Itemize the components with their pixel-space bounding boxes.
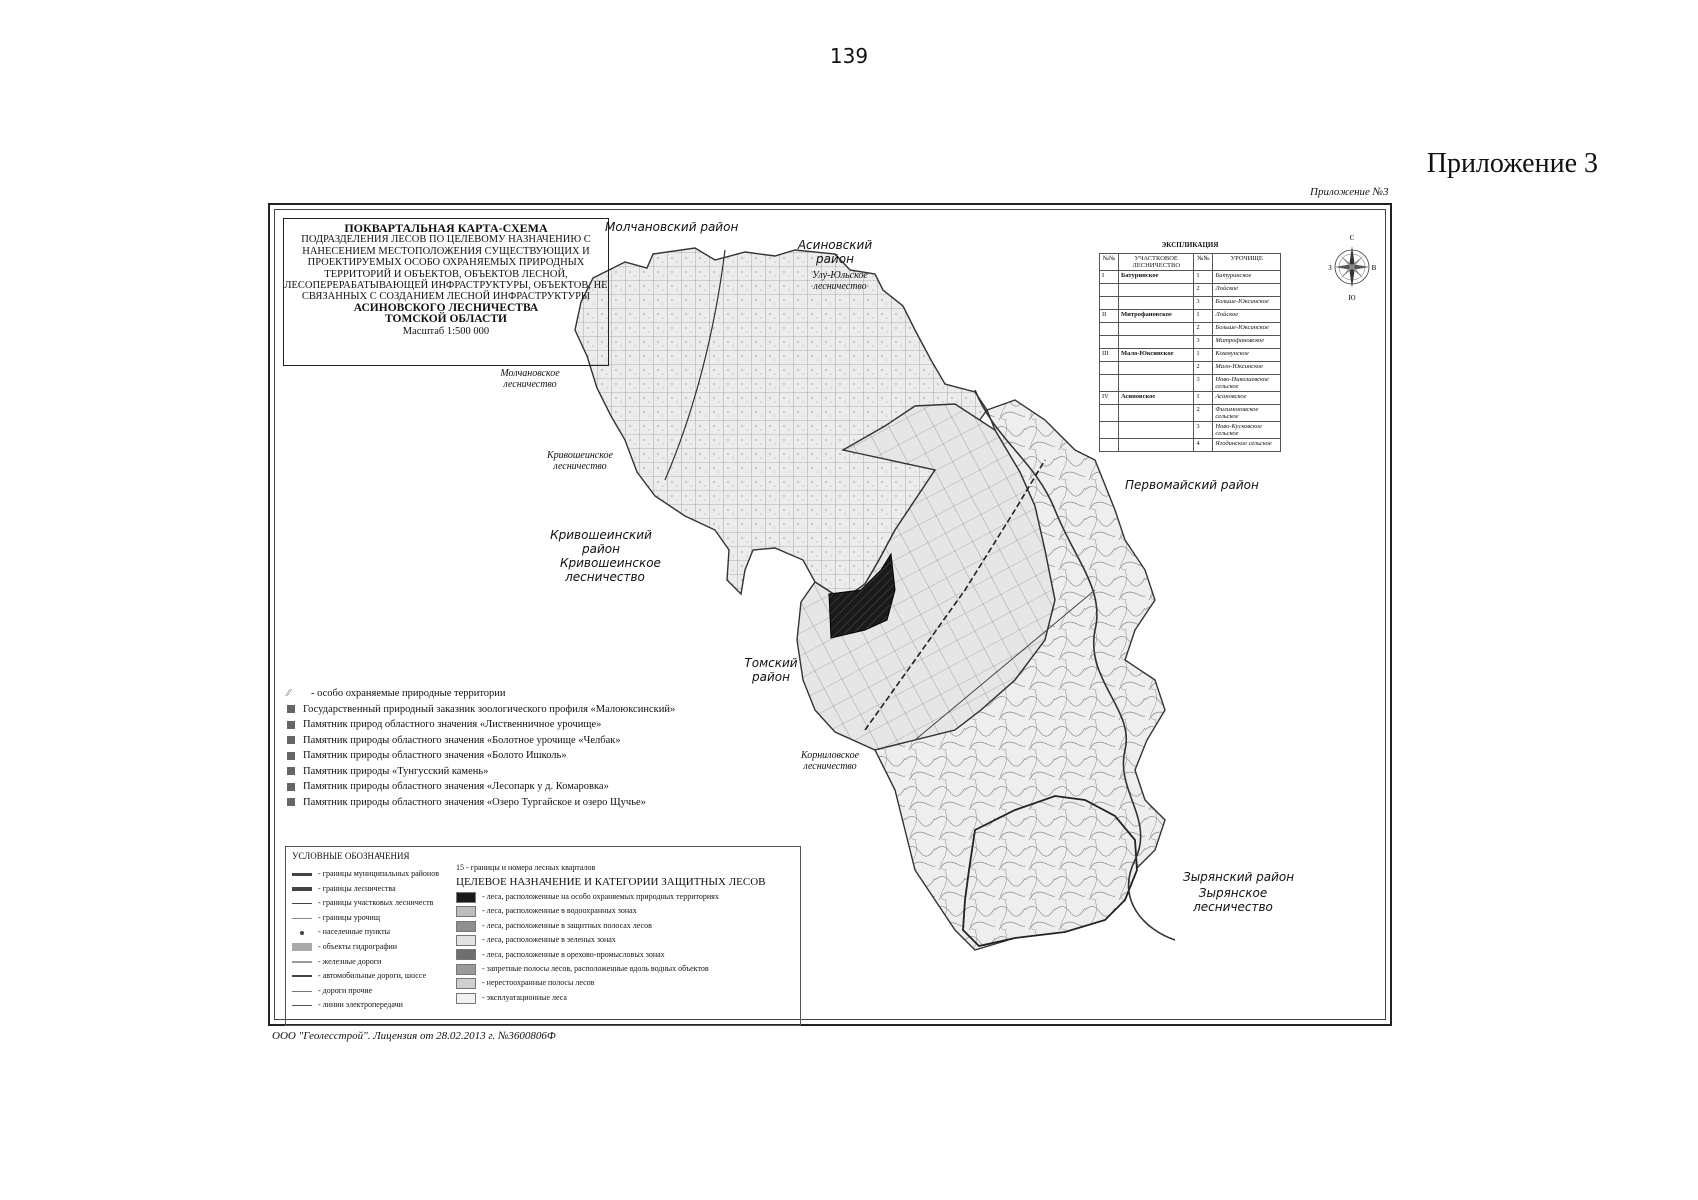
category-item: - леса, расположенные в защитных полосах лесов — [456, 919, 766, 933]
category-item: - запретные полосы лесов, расположенные вдоль водных объектов — [456, 962, 766, 976]
explication-cell — [1119, 362, 1194, 375]
oopt-legend-item: Памятник природы «Тунгусский камень» — [287, 764, 675, 780]
explication-cell: Больше-Юксинское — [1213, 297, 1281, 310]
appendix-small-label: Приложение №3 — [1310, 186, 1389, 198]
conventional-line-item: - границы муниципальных районов — [292, 867, 439, 882]
categories-title: ЦЕЛЕВОЕ НАЗНАЧЕНИЕ И КАТЕГОРИИ ЗАЩИТНЫХ ЛЕСОВ — [456, 876, 766, 888]
compass-west: З — [1328, 264, 1332, 272]
quarter-legend: 15 - границы и номера лесных кварталов — [456, 863, 596, 872]
map-frame — [268, 203, 1392, 1026]
explication-cell: 1 — [1194, 310, 1213, 323]
explication-cell: Ново-Николаевское сельское — [1213, 375, 1281, 392]
explication-row — [1100, 271, 1281, 284]
explication-cell — [1100, 297, 1119, 310]
explication-cell — [1100, 284, 1119, 297]
explication-cell: Больше-Юксинское — [1213, 323, 1281, 336]
explication-cell — [1100, 336, 1119, 349]
page-number: 139 — [829, 44, 869, 68]
explication-cell: 4 — [1194, 439, 1213, 452]
explication-cell: 1 — [1194, 271, 1213, 284]
label-pervomaisky-district: Первомайский район — [1125, 478, 1259, 492]
category-item: - эксплуатационные леса — [456, 991, 766, 1005]
conventional-line-item: - автомобильные дороги, шоссе — [292, 969, 439, 984]
explication-cell: 2 — [1194, 323, 1213, 336]
explication-cell — [1100, 405, 1119, 422]
explication-row — [1100, 392, 1281, 405]
conventional-line-item: - границы урочищ — [292, 911, 439, 926]
explication-cell: Асиновское — [1119, 392, 1194, 405]
explication-cell — [1100, 375, 1119, 392]
conventional-line-item: - населенные пункты — [292, 925, 439, 940]
explication-cell: Лойское — [1213, 310, 1281, 323]
conventional-lines — [292, 867, 439, 1013]
category-item: - леса, расположенные на особо охраняемых природных территориях — [456, 890, 766, 904]
explication-cell — [1119, 336, 1194, 349]
map-forestry-name: АСИНОВСКОГО ЛЕСНИЧЕСТВА — [353, 301, 539, 314]
explication-cell: Мало-Юксинское — [1213, 362, 1281, 375]
explication-cell: Батуринское — [1119, 271, 1194, 284]
oopt-legend — [287, 686, 675, 810]
explication-cell — [1119, 323, 1194, 336]
oopt-legend-item: Памятник природы областного значения «Болото Ишколь» — [287, 748, 675, 764]
explication-cell: Батуринское — [1213, 271, 1281, 284]
oopt-legend-item: Памятник природы областного значения «Лесопарк у д. Комаровка» — [287, 779, 675, 795]
explication-cell: 2 — [1194, 405, 1213, 422]
label-krivosheinsky-district: Кривошеинский район — [550, 528, 652, 556]
explication-cell: 1 — [1194, 349, 1213, 362]
label-krivosheinskoe-2: Кривошеинское лесничество — [560, 556, 661, 584]
explication-cell: IV — [1100, 392, 1119, 405]
category-item: - леса, расположенные в водоохранных зонах — [456, 904, 766, 918]
explication-row — [1100, 310, 1281, 323]
map-inner-border — [274, 209, 1386, 1020]
category-item: - леса, расположенные в орехово-промысловых зонах — [456, 948, 766, 962]
oopt-legend-item: Памятник природы областного значения «Озеро Тургайское и озеро Щучье» — [287, 795, 675, 811]
explication-row — [1100, 439, 1281, 452]
compass-north: С — [1349, 234, 1355, 242]
compass-east: В — [1371, 264, 1377, 272]
conventional-line-item: - дороги прочие — [292, 984, 439, 999]
explication-cell: 3 — [1194, 297, 1213, 310]
explication-cell: Мало-Юксинское — [1119, 349, 1194, 362]
explication-cell — [1119, 405, 1194, 422]
square-icon — [287, 798, 295, 806]
conventional-signs-box — [285, 846, 801, 1026]
square-icon — [287, 783, 295, 791]
explication-cell: Ново-Кусковское сельское — [1213, 422, 1281, 439]
explication-cell: Ягодинское сельское — [1213, 439, 1281, 452]
explication-cell — [1100, 323, 1119, 336]
conventional-heading: УСЛОВНЫЕ ОБОЗНАЧЕНИЯ — [292, 851, 410, 861]
square-icon — [287, 705, 295, 713]
label-uluyulskoe: Улу-Юльское лесничество — [812, 270, 868, 292]
footer-note: ООО "Геолесстрой". Лицензия от 28.02.2013 г. №3600806Ф — [272, 1030, 556, 1042]
oopt-legend-item: Памятник природы областного значения «Болотное урочище «Челбак» — [287, 733, 675, 749]
label-zyryansky-district: Зырянский район — [1183, 870, 1295, 884]
compass-south: Ю — [1348, 294, 1356, 302]
explication-row — [1100, 336, 1281, 349]
conventional-line-item: - объекты гидрографии — [292, 940, 439, 955]
categories-column — [456, 863, 766, 1005]
explication-table-box — [1099, 241, 1281, 452]
appendix-title: Приложение 3 — [1426, 148, 1598, 179]
explication-row — [1100, 284, 1281, 297]
explication-cell: 3 — [1194, 336, 1213, 349]
explication-cell: 1 — [1194, 392, 1213, 405]
explication-title: ЭКСПЛИКАЦИЯ — [1161, 241, 1219, 249]
hatch-icon: ⁄⁄ — [287, 688, 291, 699]
explication-table — [1099, 253, 1281, 452]
conventional-line-item: - железные дороги — [292, 955, 439, 970]
oopt-legend-item: Памятник природ областного значения «Лиственничное урочище» — [287, 717, 675, 733]
square-icon — [287, 752, 295, 760]
conventional-line-item: - границы участковых лесничеств — [292, 896, 439, 911]
explication-row — [1100, 375, 1281, 392]
explication-header-row: №№ УЧАСТКОВОЕ ЛЕСНИЧЕСТВО №№ УРОЧИЩЕ — [1100, 254, 1281, 271]
explication-cell: Асиновское — [1213, 392, 1281, 405]
explication-cell: Коммунское — [1213, 349, 1281, 362]
label-zyryanskoe: Зырянское лесничество — [1193, 886, 1273, 914]
map-scale: Масштаб 1:500 000 — [402, 325, 490, 337]
label-molchanovsky-district: Молчановский район — [605, 220, 739, 234]
explication-row — [1100, 297, 1281, 310]
explication-cell: 2 — [1194, 284, 1213, 297]
explication-cell: 3 — [1194, 375, 1213, 392]
explication-cell: 3 — [1194, 422, 1213, 439]
explication-cell — [1119, 422, 1194, 439]
explication-cell: Митрофановское — [1213, 336, 1281, 349]
explication-row — [1100, 349, 1281, 362]
explication-cell — [1100, 362, 1119, 375]
explication-cell: I — [1100, 271, 1119, 284]
explication-cell: Лойское — [1213, 284, 1281, 297]
explication-row — [1100, 422, 1281, 439]
label-krivosheinskoe-1: Кривошеинское лесничество — [547, 450, 613, 472]
explication-cell — [1119, 439, 1194, 452]
explication-cell: Митрофановское — [1119, 310, 1194, 323]
explication-cell — [1100, 439, 1119, 452]
explication-cell: III — [1100, 349, 1119, 362]
explication-cell: II — [1100, 310, 1119, 323]
category-item: - леса, расположенные в зеленых зонах — [456, 933, 766, 947]
explication-cell — [1119, 284, 1194, 297]
oopt-legend-item: ⁄⁄ - особо охраняемые природные территории — [287, 686, 675, 702]
map-region-name: ТОМСКОЙ ОБЛАСТИ — [385, 313, 507, 326]
label-molchanovskoe: Молчановское лесничество — [500, 368, 560, 390]
explication-cell — [1119, 375, 1194, 392]
explication-row — [1100, 323, 1281, 336]
label-tomsky-district: Томский район — [744, 656, 798, 684]
explication-row — [1100, 405, 1281, 422]
label-korniloskoe: Корниловское лесничество — [800, 750, 860, 772]
conventional-line-item: - границы лесничества — [292, 882, 439, 897]
conventional-line-item: - линии электропередачи — [292, 998, 439, 1013]
explication-cell — [1100, 422, 1119, 439]
oopt-legend-item: Государственный природный заказник зоологического профиля «Малоюксинский» — [287, 702, 675, 718]
explication-cell: Филимоновское сельское — [1213, 405, 1281, 422]
categories-list — [456, 890, 766, 1005]
square-icon — [287, 767, 295, 775]
explication-cell: 2 — [1194, 362, 1213, 375]
map-title-box — [283, 218, 609, 366]
explication-row — [1100, 362, 1281, 375]
label-asinovsky-district: Асиновский район — [797, 238, 873, 266]
map-subtitle: ПОДРАЗДЕЛЕНИЯ ЛЕСОВ ПО ЦЕЛЕВОМУ НАЗНАЧЕНИЮ С НАНЕСЕНИЕМ МЕСТОПОЛОЖЕНИЯ СУЩЕСТВУЮЩИХ И ПРОЕКТИРУЕМЫХ ОСОБО ОХРАНЯЕМЫХ ПРИРОДНЫХ ТЕРРИТОРИЙ И ОБЪЕКТОВ, ОБЪЕКТОВ ЛЕСНОЙ, ЛЕСОПЕРЕРАБАТЫВАЮЩЕЙ ИНФРАСТРУКТУРЫ, ОБЪЕКТОВ, НЕ СВЯЗАННЫХ С СОЗДАНИЕМ ЛЕСНОЙ ИНФРАСТРУКТУРЫ — [284, 234, 608, 303]
quarter-number: 15 — [456, 863, 464, 872]
map-title: ПОКВАРТАЛЬНАЯ КАРТА-СХЕМА — [344, 221, 548, 235]
square-icon — [287, 721, 295, 729]
square-icon — [287, 736, 295, 744]
explication-cell — [1119, 297, 1194, 310]
category-item: - нерестоохранные полосы лесов — [456, 976, 766, 990]
compass-rose-icon — [1327, 232, 1377, 302]
